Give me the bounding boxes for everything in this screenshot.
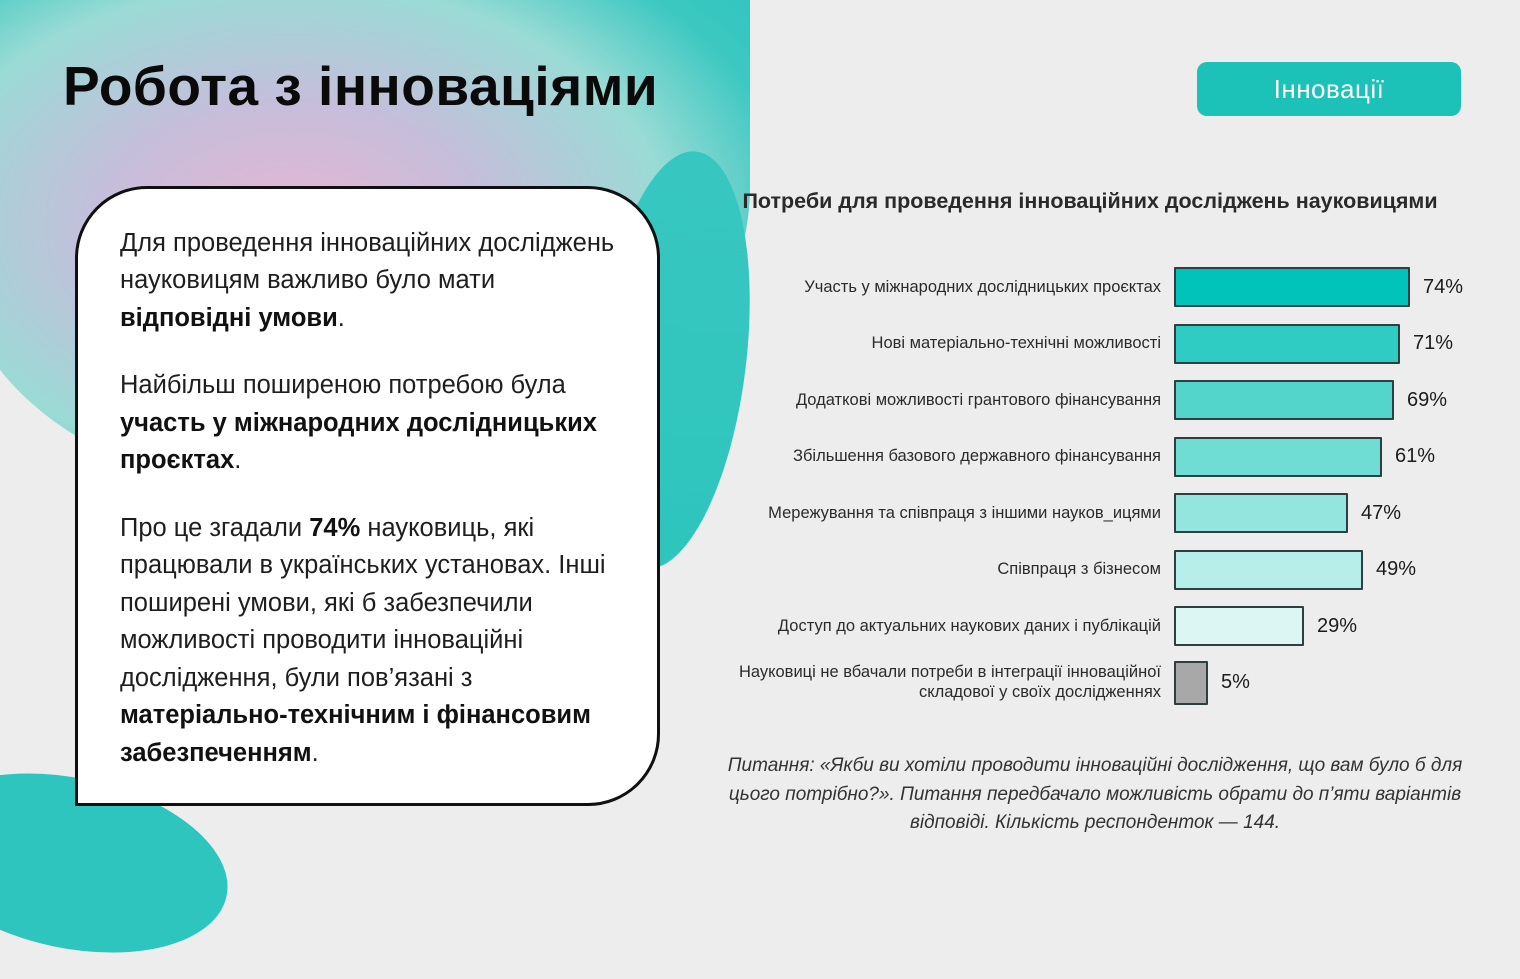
bubble-text-bold: 74%: [309, 513, 361, 542]
speech-bubble-text: [120, 225, 615, 772]
bubble-text-bold: матеріально-технічним і фінансовим забезпеченням: [120, 701, 591, 767]
bar: [1174, 550, 1363, 590]
bar-value-label: 69%: [1407, 388, 1448, 411]
bubble-text: науковиць, які працювали в українських установах. Інші поширені умови, які б забезпечили можливості проводити інноваційні дослідження, були пов’язані з: [120, 513, 606, 692]
bar: [1174, 437, 1382, 477]
bar-value-label: 61%: [1395, 445, 1436, 468]
chart-row: [690, 542, 1500, 599]
bar: [1174, 493, 1348, 533]
chart-row: [690, 316, 1500, 373]
bubble-paragraph: [120, 510, 615, 772]
page-title: Робота з інноваціями: [63, 55, 659, 117]
bar: [1174, 606, 1304, 646]
bar-category-label: Науковиці не вбачали потреби в інтеграції інноваційної складової у своїх дослідженнях: [738, 663, 1161, 701]
bar: [1174, 267, 1410, 307]
chart-row: [690, 259, 1500, 316]
bar: [1174, 380, 1394, 420]
bubble-text: Про це згадали: [120, 513, 310, 542]
bubble-text-bold: відповідні умови: [120, 303, 338, 332]
chart-row: [690, 655, 1500, 712]
chart-row: [690, 429, 1500, 486]
bubble-text: .: [234, 446, 242, 475]
bar-value-label: 29%: [1317, 614, 1358, 637]
bar-chart-rows: [690, 259, 1500, 711]
speech-bubble: [75, 186, 660, 806]
bar: [1174, 661, 1208, 705]
bubble-text: .: [337, 303, 345, 332]
bubble-text: Найбільш поширеною потребою була: [120, 371, 566, 400]
bar-category-label: Мережування та співпраця з іншими науков_ицями: [768, 503, 1161, 522]
bubble-paragraph: [120, 225, 615, 337]
bubble-paragraph: [120, 367, 615, 479]
section-badge: [1197, 62, 1461, 116]
bar-value-label: 71%: [1413, 332, 1454, 355]
bar-value-label: 47%: [1361, 501, 1402, 524]
bar-category-label: Співпраця з бізнесом: [997, 560, 1161, 579]
chart-row: [690, 485, 1500, 542]
bar: [1174, 324, 1400, 364]
bubble-text: Для проведення інноваційних досліджень науковицям важливо було мати: [120, 229, 615, 295]
chart-row: [690, 372, 1500, 429]
bar-category-label: Збільшення базового державного фінансування: [793, 447, 1161, 466]
chart-row: [690, 598, 1500, 655]
bubble-text: .: [311, 738, 319, 767]
survey-footnote: Питання: «Якби ви хотіли проводити інноваційні дослідження, що вам було б для цього потрібно?». Питання передбачало можливість обрати до п’яти варіантів відповіді. Кількість респонденток — 144.: [727, 755, 1463, 833]
bar-category-label: Участь у міжнародних дослідницьких проєктах: [804, 277, 1161, 296]
bar-value-label: 5%: [1221, 671, 1250, 694]
bar-category-label: Додаткові можливості грантового фінансування: [795, 390, 1161, 409]
bubble-text-bold: участь у міжнародних дослідницьких проєктах: [120, 408, 597, 475]
bar-value-label: 74%: [1423, 275, 1464, 298]
section-badge-label: Інновації: [1273, 73, 1385, 104]
bar-category-label: Нові матеріально-технічні можливості: [871, 334, 1161, 353]
bar-value-label: 49%: [1376, 558, 1417, 581]
bar-category-label: Доступ до актуальних наукових даних і публікацій: [777, 616, 1161, 635]
chart-title: Потреби для проведення інноваційних досліджень науковицями: [742, 189, 1438, 213]
